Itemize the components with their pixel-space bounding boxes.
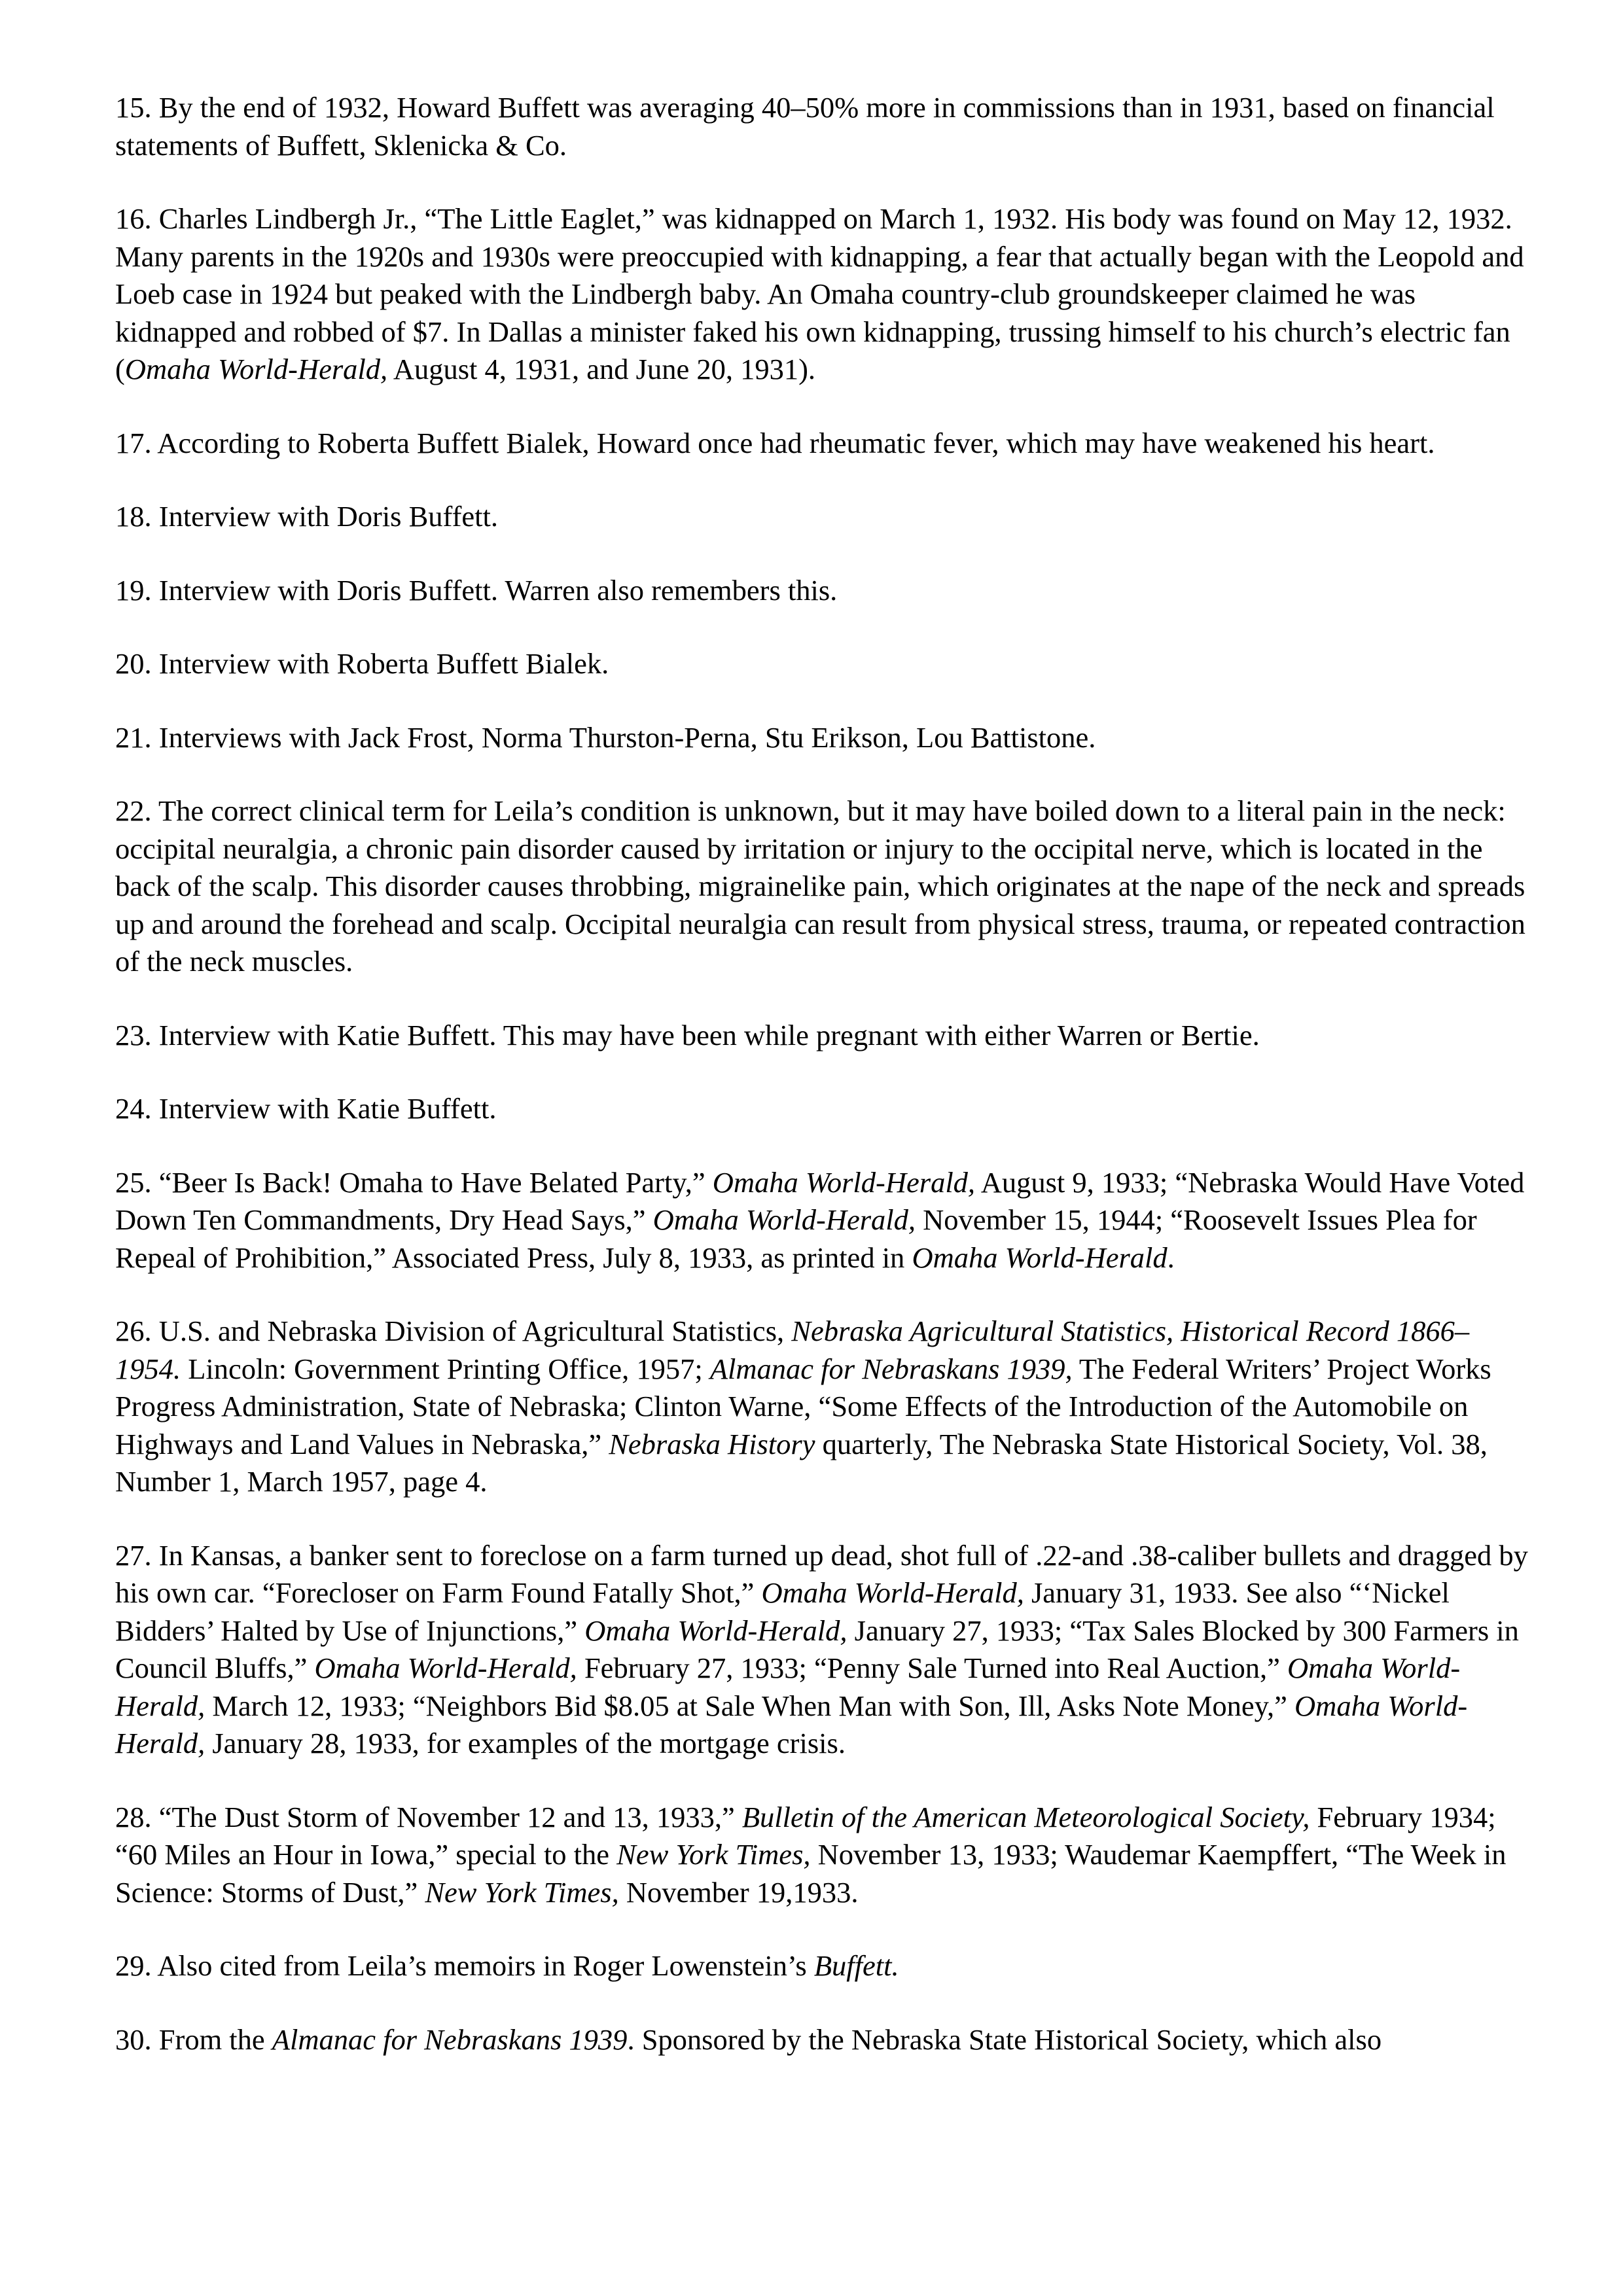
endnote-text: 18. Interview with Doris Buffett. xyxy=(115,500,498,533)
endnote-paragraph xyxy=(115,1313,1529,1501)
endnote-italic-text: Almanac for Nebraskans 1939, xyxy=(709,1352,1073,1385)
endnote-italic-text: Omaha World-Herald, xyxy=(584,1614,847,1647)
endnote-paragraph xyxy=(115,89,1529,164)
endnote-paragraph xyxy=(115,645,1529,683)
endnote-italic-text: Omaha World-Herald xyxy=(912,1241,1168,1274)
endnote-italic-text: Omaha World-Herald, xyxy=(115,1689,1468,1759)
endnote-text: January 28, 1933, for examples of the mortgage crisis. xyxy=(205,1727,846,1759)
endnote-text: 25. “Beer Is Back! Omaha to Have Belated Party,” xyxy=(115,1165,713,1199)
endnote-text: 19. Interview with Doris Buffett. Warren also remembers this. xyxy=(115,573,838,607)
endnote-text: 20. Interview with Roberta Buffett Bialek. xyxy=(115,647,609,680)
endnote-italic-text: Omaha World-Herald, xyxy=(124,353,388,385)
endnote-text: 30. From the xyxy=(115,2022,272,2056)
endnote-text: February 27, 1933; “Penny Sale Turned into Real Auction,” xyxy=(577,1651,1287,1684)
endnote-text: 16. Charles Lindbergh Jr., “The Little Eaglet,” was kidnapped on March 1, 1932. His body was found on May 12, 1932. Many parents in the 1920s and 1930s were preoccupied with kidnapping, a fear that actually began with the Leopold and Loeb case in 1924 but peaked with the Lindbergh baby. An Omaha country-club groundskeeper claimed he was kidnapped and robbed of $7. In Dallas a minister faked his own kidnapping, trussing himself to his church’s electric fan ( xyxy=(115,202,1524,385)
endnote-text: January 27, 1933; “Tax Sales Blocked by 300 Farmers in Council Bluffs,” xyxy=(115,1614,1519,1684)
endnote-text: 24. Interview with Katie Buffett. xyxy=(115,1092,497,1125)
endnote-italic-text: Bulletin of the American Meteorological Society, xyxy=(741,1800,1310,1833)
endnotes-list xyxy=(115,89,1529,2058)
endnote-italic-text: Nebraska Agricultural Statistics, Historical Record 1866–1954. xyxy=(115,1315,1470,1385)
endnote-italic-text: Almanac for Nebraskans 1939 xyxy=(272,2022,628,2056)
endnote-italic-text: Buffett. xyxy=(813,1949,899,1982)
endnote-text: November 13, 1933; Waudemar Kaempffert, “The Week in Science: Storms of Dust,” xyxy=(115,1838,1507,1909)
endnote-text: 27. In Kansas, a banker sent to foreclose on a farm turned up dead, shot full of .22-and .38-caliber bullets and dragged by his own car. “Forecloser on Farm Found Fatally Shot,” xyxy=(115,1538,1528,1609)
endnote-text: August 4, 1931, and June 20, 1931). xyxy=(387,353,816,385)
endnote-paragraph xyxy=(115,200,1529,389)
endnote-text: The Federal Writers’ Project Works Progress Administration, State of Nebraska; Clinton Warne, “Some Effects of the Introduction of the Automobile on Highways and Land Values in Nebraska,” xyxy=(115,1352,1491,1460)
endnote-paragraph xyxy=(115,2021,1529,2059)
endnote-paragraph xyxy=(115,1537,1529,1763)
endnote-paragraph xyxy=(115,1164,1529,1277)
endnote-italic-text: Nebraska History xyxy=(609,1427,815,1460)
endnote-paragraph xyxy=(115,1090,1529,1128)
endnote-text: 21. Interviews with Jack Frost, Norma Thurston-Perna, Stu Erikson, Lou Battistone. xyxy=(115,720,1096,754)
endnote-paragraph xyxy=(115,1947,1529,1985)
endnote-text: March 12, 1933; “Neighbors Bid $8.05 at Sale When Man with Son, Ill, Asks Note Money,” xyxy=(205,1689,1295,1722)
endnote-italic-text: Omaha World-Herald, xyxy=(652,1203,916,1236)
endnote-paragraph xyxy=(115,1017,1529,1055)
endnote-text: quarterly, The Nebraska State Historical Society, Vol. 38, Number 1, March 1957, page 4. xyxy=(115,1427,1488,1498)
endnote-paragraph xyxy=(115,1799,1529,1912)
endnote-text: 29. Also cited from Leila’s memoirs in Roger Lowenstein’s xyxy=(115,1949,814,1982)
endnote-text: . Sponsored by the Nebraska State Historical Society, which also xyxy=(627,2022,1382,2056)
endnote-paragraph xyxy=(115,425,1529,463)
endnote-paragraph xyxy=(115,498,1529,536)
endnote-text: November 15, 1944; “Roosevelt Issues Plea for Repeal of Prohibition,” Associated Press, July 8, 1933, as printed in xyxy=(115,1203,1477,1274)
endnote-italic-text: New York Times, xyxy=(425,1875,619,1909)
endnote-text: February 1934; “60 Miles an Hour in Iowa,” special to the xyxy=(115,1800,1496,1871)
endnote-text: 23. Interview with Katie Buffett. This may have been while pregnant with either Warren or Bertie. xyxy=(115,1018,1260,1051)
endnote-paragraph xyxy=(115,572,1529,610)
endnote-text: 22. The correct clinical term for Leila’s condition is unknown, but it may have boiled down to a literal pain in the neck: occipital neuralgia, a chronic pain disorder caused by irritation or injury to the occipital nerve, which is located in the back of the scalp. This disorder causes throbbing, migrainelike pain, which originates at the nape of the neck and spreads up and around the forehead and scalp. Occipital neuralgia can result from physical stress, trauma, or repeated contraction of the neck muscles. xyxy=(115,794,1525,978)
endnote-paragraph xyxy=(115,792,1529,981)
endnote-text: 17. According to Roberta Buffett Bialek, Howard once had rheumatic fever, which may have weakened his heart. xyxy=(115,426,1435,459)
endnote-text: November 19,1933. xyxy=(618,1875,859,1909)
endnote-italic-text: Omaha World-Herald, xyxy=(712,1165,976,1199)
endnote-italic-text: Omaha World-Herald, xyxy=(314,1651,577,1684)
endnote-text: 26. U.S. and Nebraska Division of Agricultural Statistics, xyxy=(115,1315,792,1347)
endnote-text: January 31, 1933. See also “‘Nickel Bidders’ Halted by Use of Injunctions,” xyxy=(115,1576,1450,1647)
endnote-italic-text: Omaha World-Herald, xyxy=(761,1576,1024,1609)
endnote-italic-text: Omaha World-Herald, xyxy=(115,1651,1461,1722)
endnote-text: . xyxy=(1167,1241,1175,1274)
endnote-paragraph xyxy=(115,719,1529,757)
endnote-italic-text: New York Times, xyxy=(616,1838,811,1871)
endnote-text: 28. “The Dust Storm of November 12 and 13, 1933,” xyxy=(115,1800,742,1833)
endnote-text: 15. By the end of 1932, Howard Buffett was averaging 40–50% more in commissions than in 1931, based on financial statements of Buffett, Sklenicka & Co. xyxy=(115,91,1495,162)
endnote-text: August 9, 1933; “Nebraska Would Have Voted Down Ten Commandments, Dry Head Says,” xyxy=(115,1165,1525,1236)
endnote-text: Lincoln: Government Printing Office, 1957; xyxy=(181,1352,710,1385)
